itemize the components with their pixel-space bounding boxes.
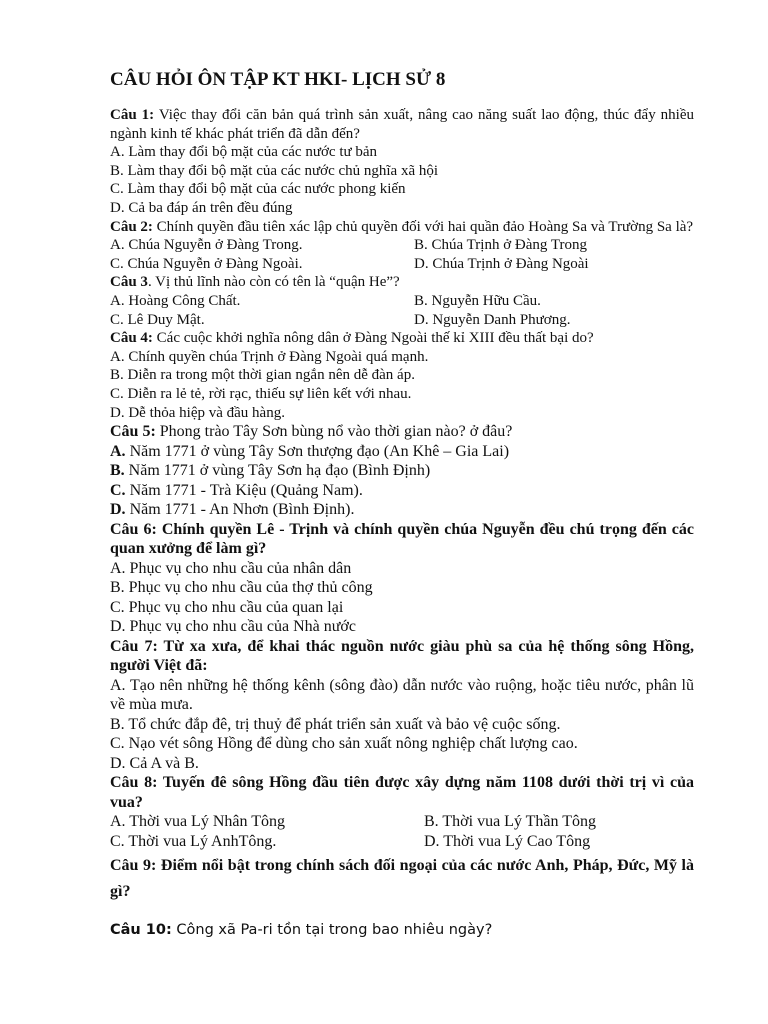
question-2 [110,218,694,237]
question-1-label: Câu 1: [110,107,155,123]
question-5-text: Phong trào Tây Sơn bùng nổ vào thời gian nào? ở đâu? [155,423,513,441]
question-7-option-c: C. Nạo vét sông Hồng để dùng cho sản xuất nông nghiệp chất lượng cao. [110,735,578,753]
page-title: CÂU HỎI ÔN TẬP KT HKI- LỊCH SỬ 8 [110,69,446,90]
question-2-option-a: A. Chúa Nguyễn ở Đàng Trong. [110,237,303,254]
question-2-option-d: D. Chúa Trịnh ở Đàng Ngoài [414,255,589,272]
question-3-option-a: A. Hoàng Công Chất. [110,292,241,309]
question-4 [110,329,694,348]
question-5 [110,422,694,442]
question-9: Câu 9: Điểm nổi bật trong chính sách đối ngoại của các nước Anh, Pháp, Đức, Mỹ là gì? [110,857,694,901]
option-letter: B. [110,462,125,480]
option-text: Năm 1771 ở vùng Tây Sơn thượng đạo (An Khê – Gia Lai) [125,442,510,460]
question-3-text: . Vị thủ lĩnh nào còn có tên là “quận He”? [147,274,400,291]
question-4-option-a: A. Chính quyền chúa Trịnh ở Đàng Ngoài quá mạnh. [110,348,429,365]
question-6-option-b: B. Phục vụ cho nhu cầu của thợ thủ công [110,579,373,597]
question-4-option-b: B. Diễn ra trong một thời gian ngắn nên dễ đàn áp. [110,367,415,384]
question-3-option-d: D. Nguyễn Danh Phương. [414,311,571,328]
question-7-option-b: B. Tổ chức đắp đê, trị thuỷ để phát triển sản xuất và bảo vệ cuộc sống. [110,715,561,733]
question-5-option-d [110,500,694,520]
question-8-options-row-1 [110,812,694,832]
option-text: Năm 1771 - Trà Kiệu (Quảng Nam). [125,481,363,499]
question-5-label: Câu 5: [110,423,156,441]
question-8-option-b: B. Thời vua Lý Thần Tông [424,813,597,831]
document-page [110,68,694,905]
question-4-text: Các cuộc khởi nghĩa nông dân ở Đàng Ngoài thế kỉ XIII đều thất bại do? [152,330,594,347]
question-3-option-c: C. Lê Duy Mật. [110,311,205,328]
question-1 [110,106,694,143]
question-7: Câu 7: Từ xa xưa, để khai thác nguồn nước giàu phù sa của hệ thống sông Hồng, người Việt đã: [110,637,694,675]
question-10 [110,922,492,938]
question-6-option-d: D. Phục vụ cho nhu cầu của Nhà nước [110,618,356,636]
option-letter: D. [110,501,126,519]
question-2-options-row-2 [110,255,694,274]
question-3-option-b: B. Nguyễn Hữu Cầu. [414,292,541,309]
question-7-option-d: D. Cả A và B. [110,754,199,772]
question-8-options-row-2 [110,832,694,852]
question-6-option-c: C. Phục vụ cho nhu cầu của quan lại [110,598,344,616]
option-letter: C. [110,481,126,499]
question-6-option-a: A. Phục vụ cho nhu cầu của nhân dân [110,559,352,577]
question-3 [110,273,694,292]
question-2-option-b: B. Chúa Trịnh ở Đàng Trong [414,237,587,254]
question-5-option-b [110,461,694,481]
question-4-option-d: D. Dễ thỏa hiệp và đầu hàng. [110,404,285,421]
question-2-option-c: C. Chúa Nguyễn ở Đàng Ngoài. [110,255,303,272]
question-5-option-c [110,481,694,501]
question-10-text: Công xã Pa-ri tồn tại trong bao nhiêu ngày? [171,922,493,938]
question-8-option-d: D. Thời vua Lý Cao Tông [424,832,591,850]
question-8-option-a: A. Thời vua Lý Nhân Tông [110,813,285,831]
question-4-option-c: C. Diễn ra lẻ tẻ, rời rạc, thiếu sự liên kết với nhau. [110,385,412,402]
question-1-option-c: C. Làm thay đổi bộ mặt của các nước phong kiến [110,181,406,198]
question-2-text: Chính quyền đầu tiên xác lập chủ quyền đối với hai quần đảo Hoàng Sa và Trường Sa là? [152,218,694,235]
question-2-label: Câu 2: [110,218,153,235]
question-2-options-row-1 [110,236,694,255]
option-letter: A. [110,442,126,460]
question-1-option-d: D. Cả ba đáp án trên đều đúng [110,199,293,216]
question-3-label: Câu 3 [110,274,148,291]
question-1-option-b: B. Làm thay đổi bộ mặt của các nước chủ nghĩa xã hội [110,162,439,179]
option-text: Năm 1771 ở vùng Tây Sơn hạ đạo (Bình Định) [124,462,431,480]
question-3-options-row-2 [110,311,694,330]
question-1-text: Việc thay đổi căn bản quá trình sản xuất, nâng cao năng suất lao động, thúc đẩy nhiều ngành kinh tế khác phát triển đã dẫn đến? [110,107,694,142]
question-6: Câu 6: Chính quyền Lê - Trịnh và chính quyền chúa Nguyễn đều chú trọng đến các quan xưởng để làm gì? [110,520,694,558]
question-3-options-row-1 [110,292,694,311]
question-5-option-a [110,442,694,462]
question-7-option-a: A. Tạo nên những hệ thống kênh (sông đào) dẫn nước vào ruộng, hoặc tiêu nước, phân lũ về mùa mưa. [110,676,694,714]
question-8: Câu 8: Tuyến đê sông Hồng đầu tiên được xây dựng năm 1108 dưới thời trị vì của vua? [110,774,694,811]
option-text: Năm 1771 - An Nhơn (Bình Định). [125,501,355,519]
question-8-option-c: C. Thời vua Lý AnhTông. [110,832,277,850]
question-4-label: Câu 4: [110,330,153,347]
question-1-option-a: A. Làm thay đổi bộ mặt của các nước tư bản [110,144,378,161]
question-10-label: Câu 10: [110,922,172,938]
